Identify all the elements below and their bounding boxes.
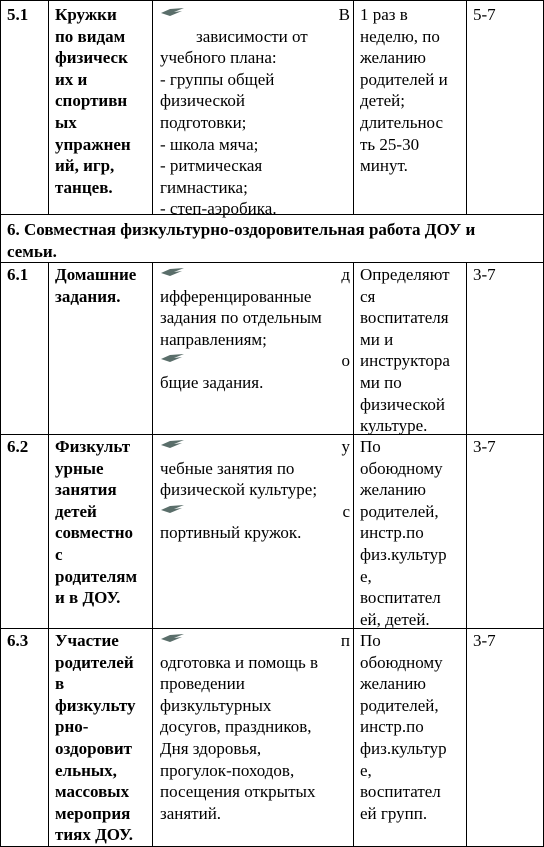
freq-line: обоюдному [360,652,443,672]
content-line: портивный кружок. [160,523,302,543]
content-line: занятий. [160,803,222,823]
freq-line: минут. [360,156,408,176]
name-line: в [55,674,65,694]
freq-line: длительнос [360,112,444,132]
freq-line: 1 раз в [360,5,408,24]
content-line: подготовки; [160,112,247,132]
content-line: прогулок-походов, [160,760,295,780]
freq-line: желанию [360,480,426,500]
activity-content [160,4,350,220]
age-range: 3-7 [473,437,496,456]
content-text: зависимости от [196,26,308,46]
frequency [360,4,461,177]
name-line: рно- [55,717,89,737]
name-line: задания. [55,286,121,306]
name-line-split [55,26,147,48]
freq-line: инструктора [360,351,450,371]
leaf-arrow-bullet-icon [160,6,186,18]
content-line: задания по отдельным [160,308,322,328]
name-line: оздоровит [55,738,132,758]
section-title-line: семьи. [7,241,57,261]
row-border [0,0,544,1]
bullet-line [160,264,350,286]
activity-name [55,4,147,198]
bullet-letter: о [341,351,350,371]
content-line [160,26,350,48]
freq-line: ми и [360,329,394,349]
content-line: физической культуре; [160,480,318,500]
content-line: - группы общей [160,69,275,89]
bullet-letter: у [341,437,350,456]
name-line: ых [55,112,77,132]
col-border [353,0,354,214]
content-line: досугов, праздников, [160,717,312,737]
name-line: с [55,544,63,564]
freq-line: воспитател [360,588,441,608]
name-line: ий, игр, [55,156,115,176]
col-border [48,0,49,214]
bullet-letter: с [342,501,350,521]
leaf-arrow-bullet-icon [160,438,186,450]
freq-line: ть 25-30 [360,134,420,154]
name-line: танцев. [55,177,113,197]
freq-line: ей групп. [360,803,428,823]
freq-line: желанию [360,674,426,694]
bullet-line [160,501,350,523]
name-line: Физкульт [55,437,131,456]
freq-line: ей, детей. [360,609,430,629]
name-line: родителей [55,652,134,672]
frequency [360,436,461,630]
name-line: массовых [55,782,130,802]
freq-line: По [360,631,381,650]
row-number: 5.1 [7,5,29,24]
content-line: ифференцированные [160,286,312,306]
freq-line: культуре. [360,416,428,436]
freq-line: ми по [360,372,402,392]
freq-line: физической [360,394,445,414]
name-line: их и [55,69,88,89]
col-border [353,262,354,847]
activity-content [160,630,350,824]
freq-line: Определяют [360,265,450,284]
content-line: физкультурных [160,695,272,715]
name-line: совместно [55,523,134,543]
age-range: 5-7 [473,5,496,24]
content-line: физической [160,91,245,111]
frequency [360,264,461,437]
freq-line: родителей и [360,69,448,89]
freq-line: родителей, [360,695,439,715]
activity-name [55,436,149,609]
bullet-letter: п [340,631,350,650]
name-line: занятия [55,480,117,500]
freq-line: По [360,437,381,456]
freq-line: обоюдному [360,458,443,478]
section-title-line: 6. Совместная физкультурно-оздоровительная работа ДОУ и [7,220,476,239]
bullet-letter: В [338,5,350,24]
freq-line: физ.культур [360,544,447,564]
frequency [360,630,461,824]
name-line: физкульту [55,695,136,715]
leaf-arrow-bullet-icon [160,266,186,278]
name-line: Кружки [55,5,117,24]
freq-line: инстр.по [360,523,424,543]
freq-line: е, [360,566,372,586]
age-range: 3-7 [473,631,496,650]
name-line: Домашние [55,265,137,284]
name-line: упражнен [55,134,131,154]
row-number: 6.3 [7,631,29,650]
activity-content [160,264,350,394]
content-line: проведении [160,674,245,694]
bullet-line [160,350,350,372]
name-line: Участие [55,631,119,650]
activity-name [55,630,149,846]
col-border [466,262,467,847]
content-line: посещения открытых [160,782,316,802]
row-number: 6.1 [7,265,29,284]
content-line: учебного плана: [160,48,277,68]
col-border [48,262,49,847]
freq-line: инстр.по [360,717,424,737]
name-line: физическ [55,48,128,68]
leaf-arrow-bullet-icon [160,352,186,364]
freq-line: детей; [360,91,405,111]
row-border [0,628,544,629]
name-line-text: по видам [55,26,126,46]
col-border [152,262,153,847]
content-line: одготовка и помощь в [160,652,319,672]
row-number: 6.2 [7,437,29,456]
row-border [0,434,544,435]
activity-name [55,264,149,307]
bullet-letter: д [341,265,350,284]
content-line: - школа мяча; [160,134,259,154]
name-line: урные [55,458,104,478]
content-line: бщие задания. [160,372,264,392]
section-title [7,219,537,262]
name-line: мероприя [55,803,131,823]
content-line: направлениям; [160,329,267,349]
freq-line: физ.культур [360,738,447,758]
name-line: и в ДОУ. [55,588,121,608]
content-line: - ритмическая [160,156,263,176]
content-line: Дня здоровья, [160,738,262,758]
leaf-arrow-bullet-icon [160,632,186,644]
bullet-line [160,436,350,458]
freq-line: неделю, по [360,26,440,46]
bullet-line [160,630,350,652]
freq-line: воспитател [360,782,441,802]
name-line: тиях ДОУ. [55,825,134,845]
content-line: - степ-аэробика. [160,199,277,219]
bullet-line [160,4,350,26]
freq-line: ся [360,286,376,306]
content-line: гимнастика; [160,177,248,197]
name-line: ельных, [55,760,117,780]
freq-line: родителей, [360,501,439,521]
leaf-arrow-bullet-icon [160,503,186,515]
freq-line: воспитателя [360,308,449,328]
name-line: родителям [55,566,138,586]
name-line: детей [55,501,97,521]
col-border [152,0,153,214]
activity-content [160,436,350,544]
freq-line: желанию [360,48,426,68]
content-line: чебные занятия по [160,458,295,478]
col-border [466,0,467,214]
freq-line: е, [360,760,372,780]
name-line: спортивн [55,91,128,111]
table-border-left [0,0,1,847]
age-range: 3-7 [473,265,496,284]
